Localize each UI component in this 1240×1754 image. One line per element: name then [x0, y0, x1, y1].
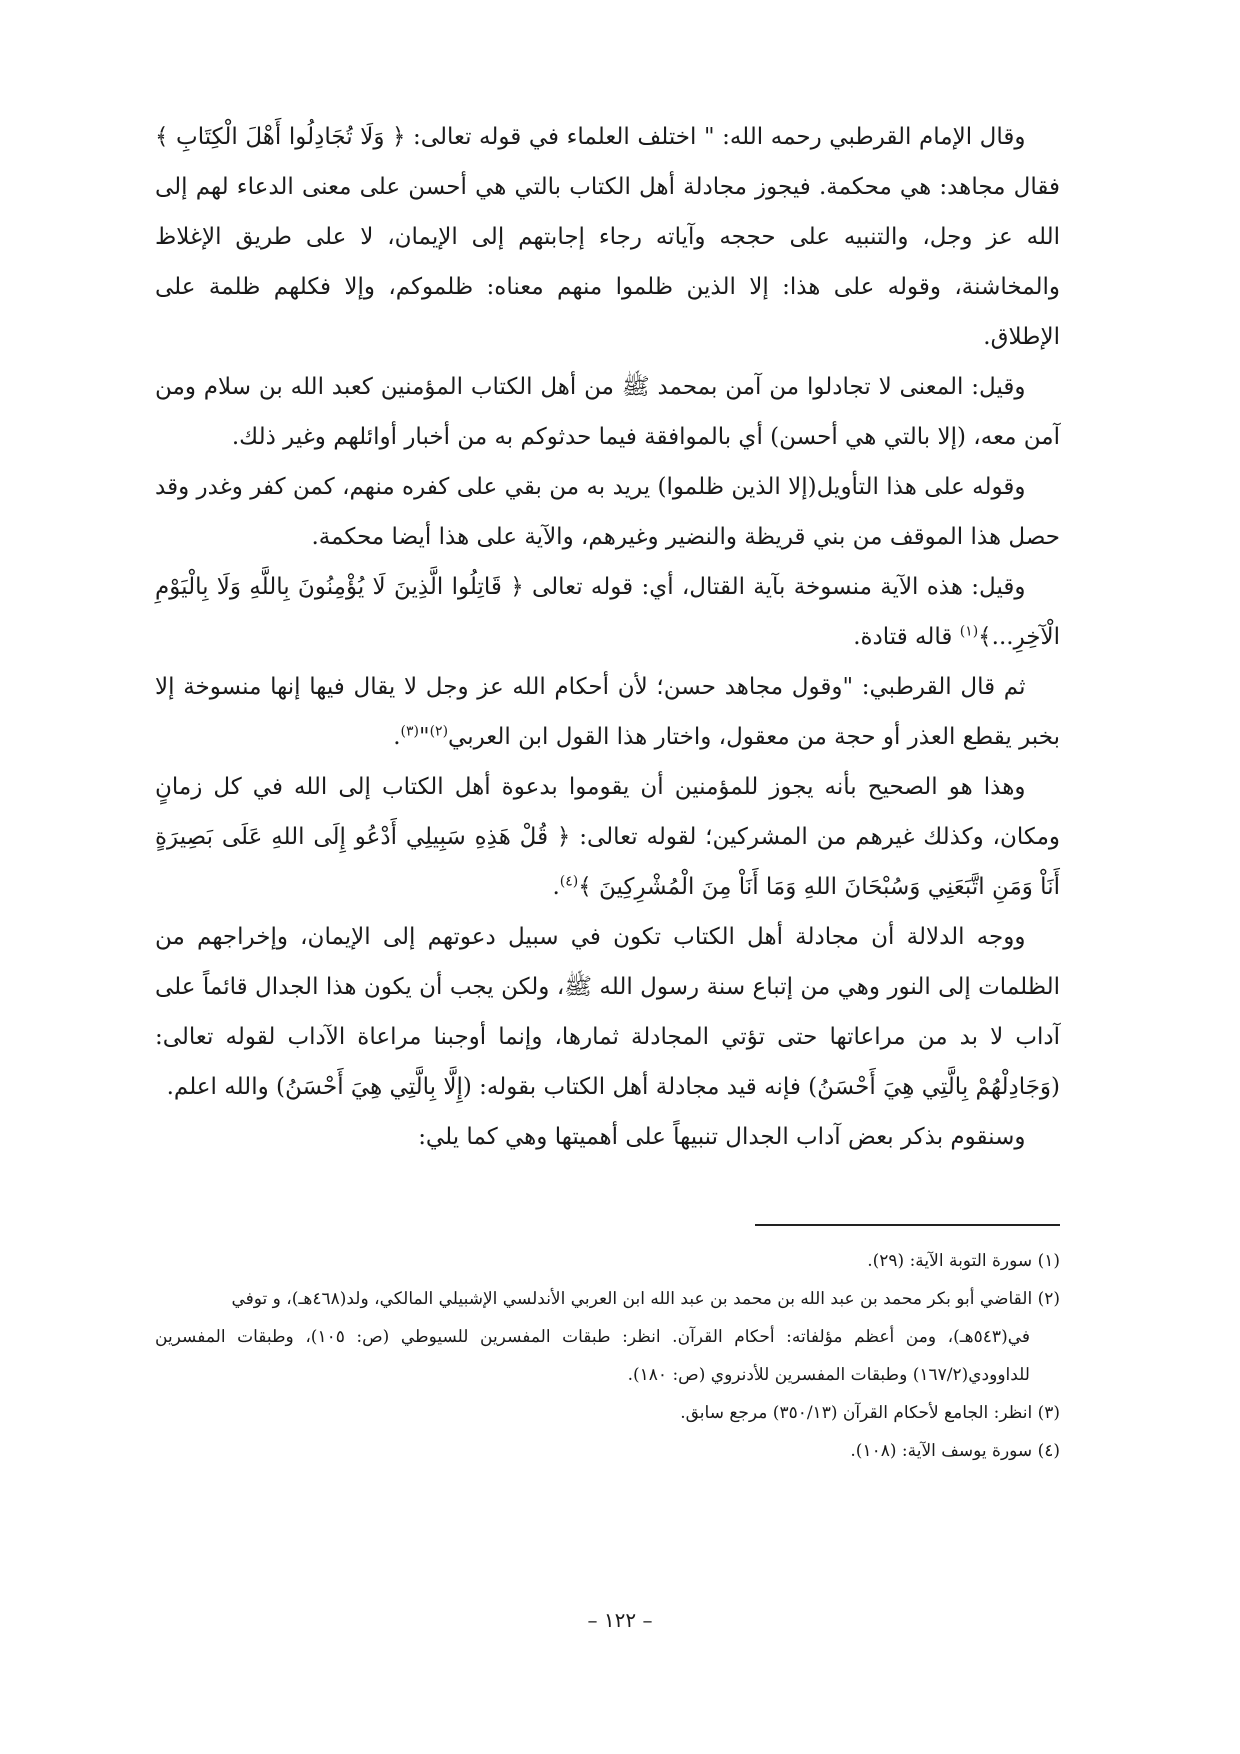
paragraph-6-tail: . [552, 874, 560, 900]
footnote-3: (٣) انظر: الجامع لأحكام القرآن (٣٥٠/١٣) مرجع سابق. [680, 1403, 1060, 1423]
footnotes [155, 1242, 1060, 1470]
footnote-ref-1[interactable]: (١) [959, 623, 979, 640]
paragraph-4 [155, 562, 1060, 662]
footnote-ref-3[interactable]: (٣) [400, 723, 419, 740]
paragraph-4-tail: قاله قتادة. [853, 624, 960, 650]
body-text [155, 112, 1060, 1162]
footnote-1: (١) سورة التوبة الآية: (٢٩). [867, 1251, 1060, 1271]
footnote-2: (٢) القاضي أبو بكر محمد بن عبد الله بن محمد بن عبد الله ابن العربي الأندلسي الإشبيلي المالكي، ولد(٤٦٨هـ)، و توفي [231, 1289, 1060, 1309]
footnote-ref-2[interactable]: (٢) [429, 723, 449, 740]
page-number: – ١٢٢ – [587, 1608, 653, 1632]
paragraph-6 [155, 762, 1060, 912]
paragraph-6-text: وهذا هو الصحيح بأنه يجوز للمؤمنين أن يقوموا بدعوة أهل الكتاب إلى الله في كل زمانٍ ومكان، وكذلك غيرهم من المشركين؛ لقوله تعالى: ﴿ قُلْ هَذِهِ سَبِيلِي أَدْعُو إِلَى اللهِ عَلَى بَصِيرَةٍ أَنَاْ وَمَنِ اتَّبَعَنِي وَسُبْحَانَ اللهِ وَمَا أَنَاْ مِنَ الْمُشْرِكِينَ ﴾ [155, 774, 1060, 900]
paragraph-1: وقال الإمام القرطبي رحمه الله: " اختلف العلماء في قوله تعالى: ﴿ وَلَا تُجَادِلُوا أَهْلَ الْكِتَابِ ﴾ فقال مجاهد: هي محكمة. فيجوز مجادلة أهل الكتاب بالتي هي أحسن على معنى الدعاء لهم إلى الله عز وجل، والتنبيه على حججه وآياته رجاء إجابتهم إلى الإيمان، لا على طريق الإغلاظ والمخاشنة، وقوله على هذا: إلا الذين ظلموا منهم معناه: ظلموكم، وإلا فكلهم ظلمة على الإطلاق. [155, 124, 1060, 350]
paragraph-4-text: وقيل: هذه الآية منسوخة بآية القتال، أي: قوله تعالى ﴿ قَاتِلُوا الَّذِينَ لَا يُؤْمِنُونَ بِاللَّهِ وَلَا بِالْيَوْمِ الْآخِرِ...﴾ [155, 574, 1060, 650]
paragraph-5-quote: " [418, 724, 430, 750]
footnote-ref-4[interactable]: (٤) [559, 873, 579, 890]
paragraph-3: وقوله على هذا التأويل(إلا الذين ظلموا) يريد به من بقي على كفره منهم، كمن كفر وغدر وقد حصل هذا الموقف من بني قريظة والنضير وغيرهم، والآية على هذا أيضا محكمة. [155, 474, 1060, 550]
footnote-2-continued: في(٥٤٣هـ)، ومن أعظم مؤلفاته: أحكام القرآن. انظر: طبقات المفسرين للسيوطي (ص: ١٠٥)، وطبقات المفسرين للداوودي(١٦٧/٢) وطبقات المفسرين للأدنروي (ص: ١٨٠). [155, 1327, 1030, 1385]
paragraph-8: وسنقوم بذكر بعض آداب الجدال تنبيهاً على أهميتها وهي كما يلي: [418, 1124, 1026, 1150]
footnote-4: (٤) سورة يوسف الآية: (١٠٨). [850, 1441, 1060, 1461]
paragraph-5-text: ثم قال القرطبي: "وقول مجاهد حسن؛ لأن أحكام الله عز وجل لا يقال فيها إنها منسوخة إلا بخبر يقطع العذر أو حجة من معقول، واختار هذا القول ابن العربي [155, 674, 1060, 750]
paragraph-2: وقيل: المعنى لا تجادلوا من آمن بمحمد ﷺ من أهل الكتاب المؤمنين كعبد الله بن سلام ومن آمن معه، (إلا بالتي هي أحسن) أي بالموافقة فيما حدثوكم به من أخبار أوائلهم وغير ذلك. [155, 374, 1060, 450]
page-body [155, 112, 1060, 1162]
footnote-divider [755, 1224, 1060, 1226]
paragraph-5 [155, 662, 1060, 762]
paragraph-7: ووجه الدلالة أن مجادلة أهل الكتاب تكون في سبيل دعوتهم إلى الإيمان، وإخراجهم من الظلمات إلى النور وهي من إتباع سنة رسول الله ﷺ، ولكن يجب أن يكون هذا الجدال قائماً على آداب لا بد من مراعاتها حتى تؤتي المجادلة ثمارها، وإنما أوجبنا مراعاة الآداب لقوله تعالى: (وَجَادِلْهُمْ بِالَّتِي هِيَ أَحْسَنُ) فإنه قيد مجادلة أهل الكتاب بقوله: (إِلَّا بِالَّتِي هِيَ أَحْسَنُ) والله اعلم. [155, 924, 1060, 1100]
paragraph-5-tail: . [393, 724, 401, 750]
